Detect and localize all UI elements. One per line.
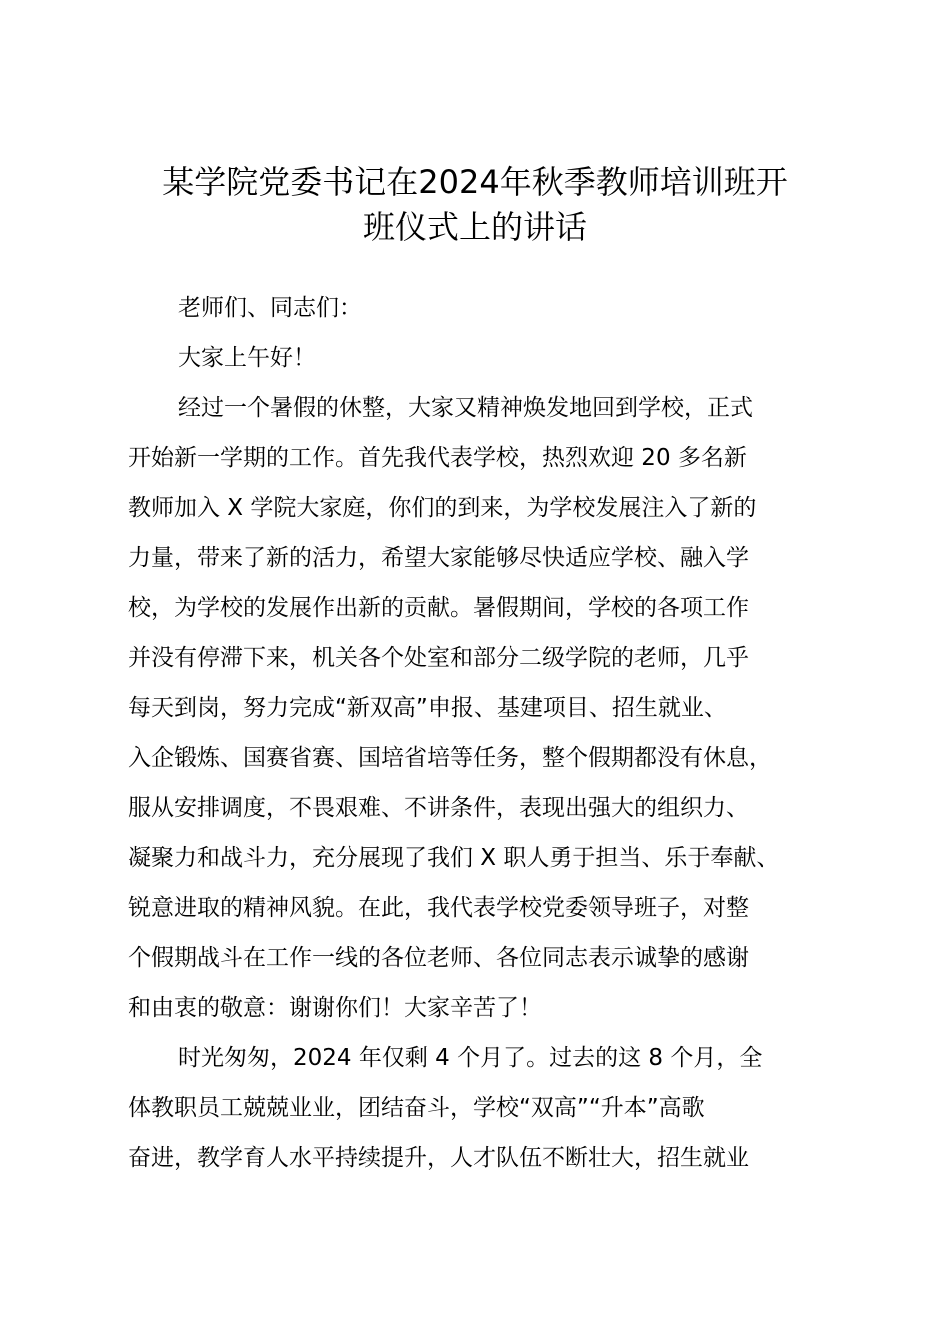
paragraph-line: 开始新一学期的工作。首先我代表学校，热烈欢迎 20 多名新: [128, 445, 747, 471]
paragraph-line: 每天到岗，努力完成“新双高”申报、基建项目、招生就业、: [128, 695, 727, 721]
paragraph-line: 校，为学校的发展作出新的贡献。暑假期间，学校的各项工作: [128, 595, 749, 621]
paragraph-line: 凝聚力和战斗力，充分展现了我们 X 职人勇于担当、乐于奉献、: [128, 845, 780, 871]
paragraph-line: 教师加入 X 学院大家庭，你们的到来，为学校发展注入了新的: [128, 495, 757, 521]
paragraph-line: 经过一个暑假的休整，大家又精神焕发地回到学校，正式: [178, 395, 753, 421]
paragraph-2: [128, 1033, 858, 1183]
paragraph-line: 锐意进取的精神风貌。在此，我代表学校党委领导班子，对整: [128, 895, 749, 921]
paragraph-line: 并没有停滞下来，机关各个处室和部分二级学院的老师，几乎: [128, 645, 749, 671]
paragraph-1: [128, 383, 858, 1033]
paragraph-line: 奋进，教学育人水平持续提升，人才队伍不断壮大，招生就业: [128, 1145, 749, 1171]
paragraph-line: 时光匆匆，2024 年仅剩 4 个月了。过去的这 8 个月，全: [178, 1045, 763, 1071]
paragraph-line: 入企锻炼、国赛省赛、国培省培等任务，整个假期都没有休息，: [128, 745, 772, 771]
greeting: 大家上午好！: [178, 345, 316, 371]
paragraph-line: 个假期战斗在工作一线的各位老师、各位同志表示诚挚的感谢: [128, 945, 749, 971]
paragraph-line: 体教职员工兢兢业业，团结奋斗，学校“双高”“升本”高歌: [128, 1095, 705, 1121]
paragraph-line: 服从安排调度，不畏艰难、不讲条件，表现出强大的组织力、: [128, 795, 749, 821]
salutation: 老师们、同志们：: [178, 295, 362, 321]
title-line-1: 某学院党委书记在2024年秋季教师培训班开: [162, 163, 788, 201]
document-body: [128, 283, 858, 1183]
paragraph-line: 力量，带来了新的活力，希望大家能够尽快适应学校、融入学: [128, 545, 749, 571]
title-line-2: 班仪式上的讲话: [362, 208, 587, 246]
paragraph-line: 和由衷的敬意：谢谢你们！大家辛苦了！: [128, 995, 542, 1021]
document-title: [120, 160, 830, 250]
